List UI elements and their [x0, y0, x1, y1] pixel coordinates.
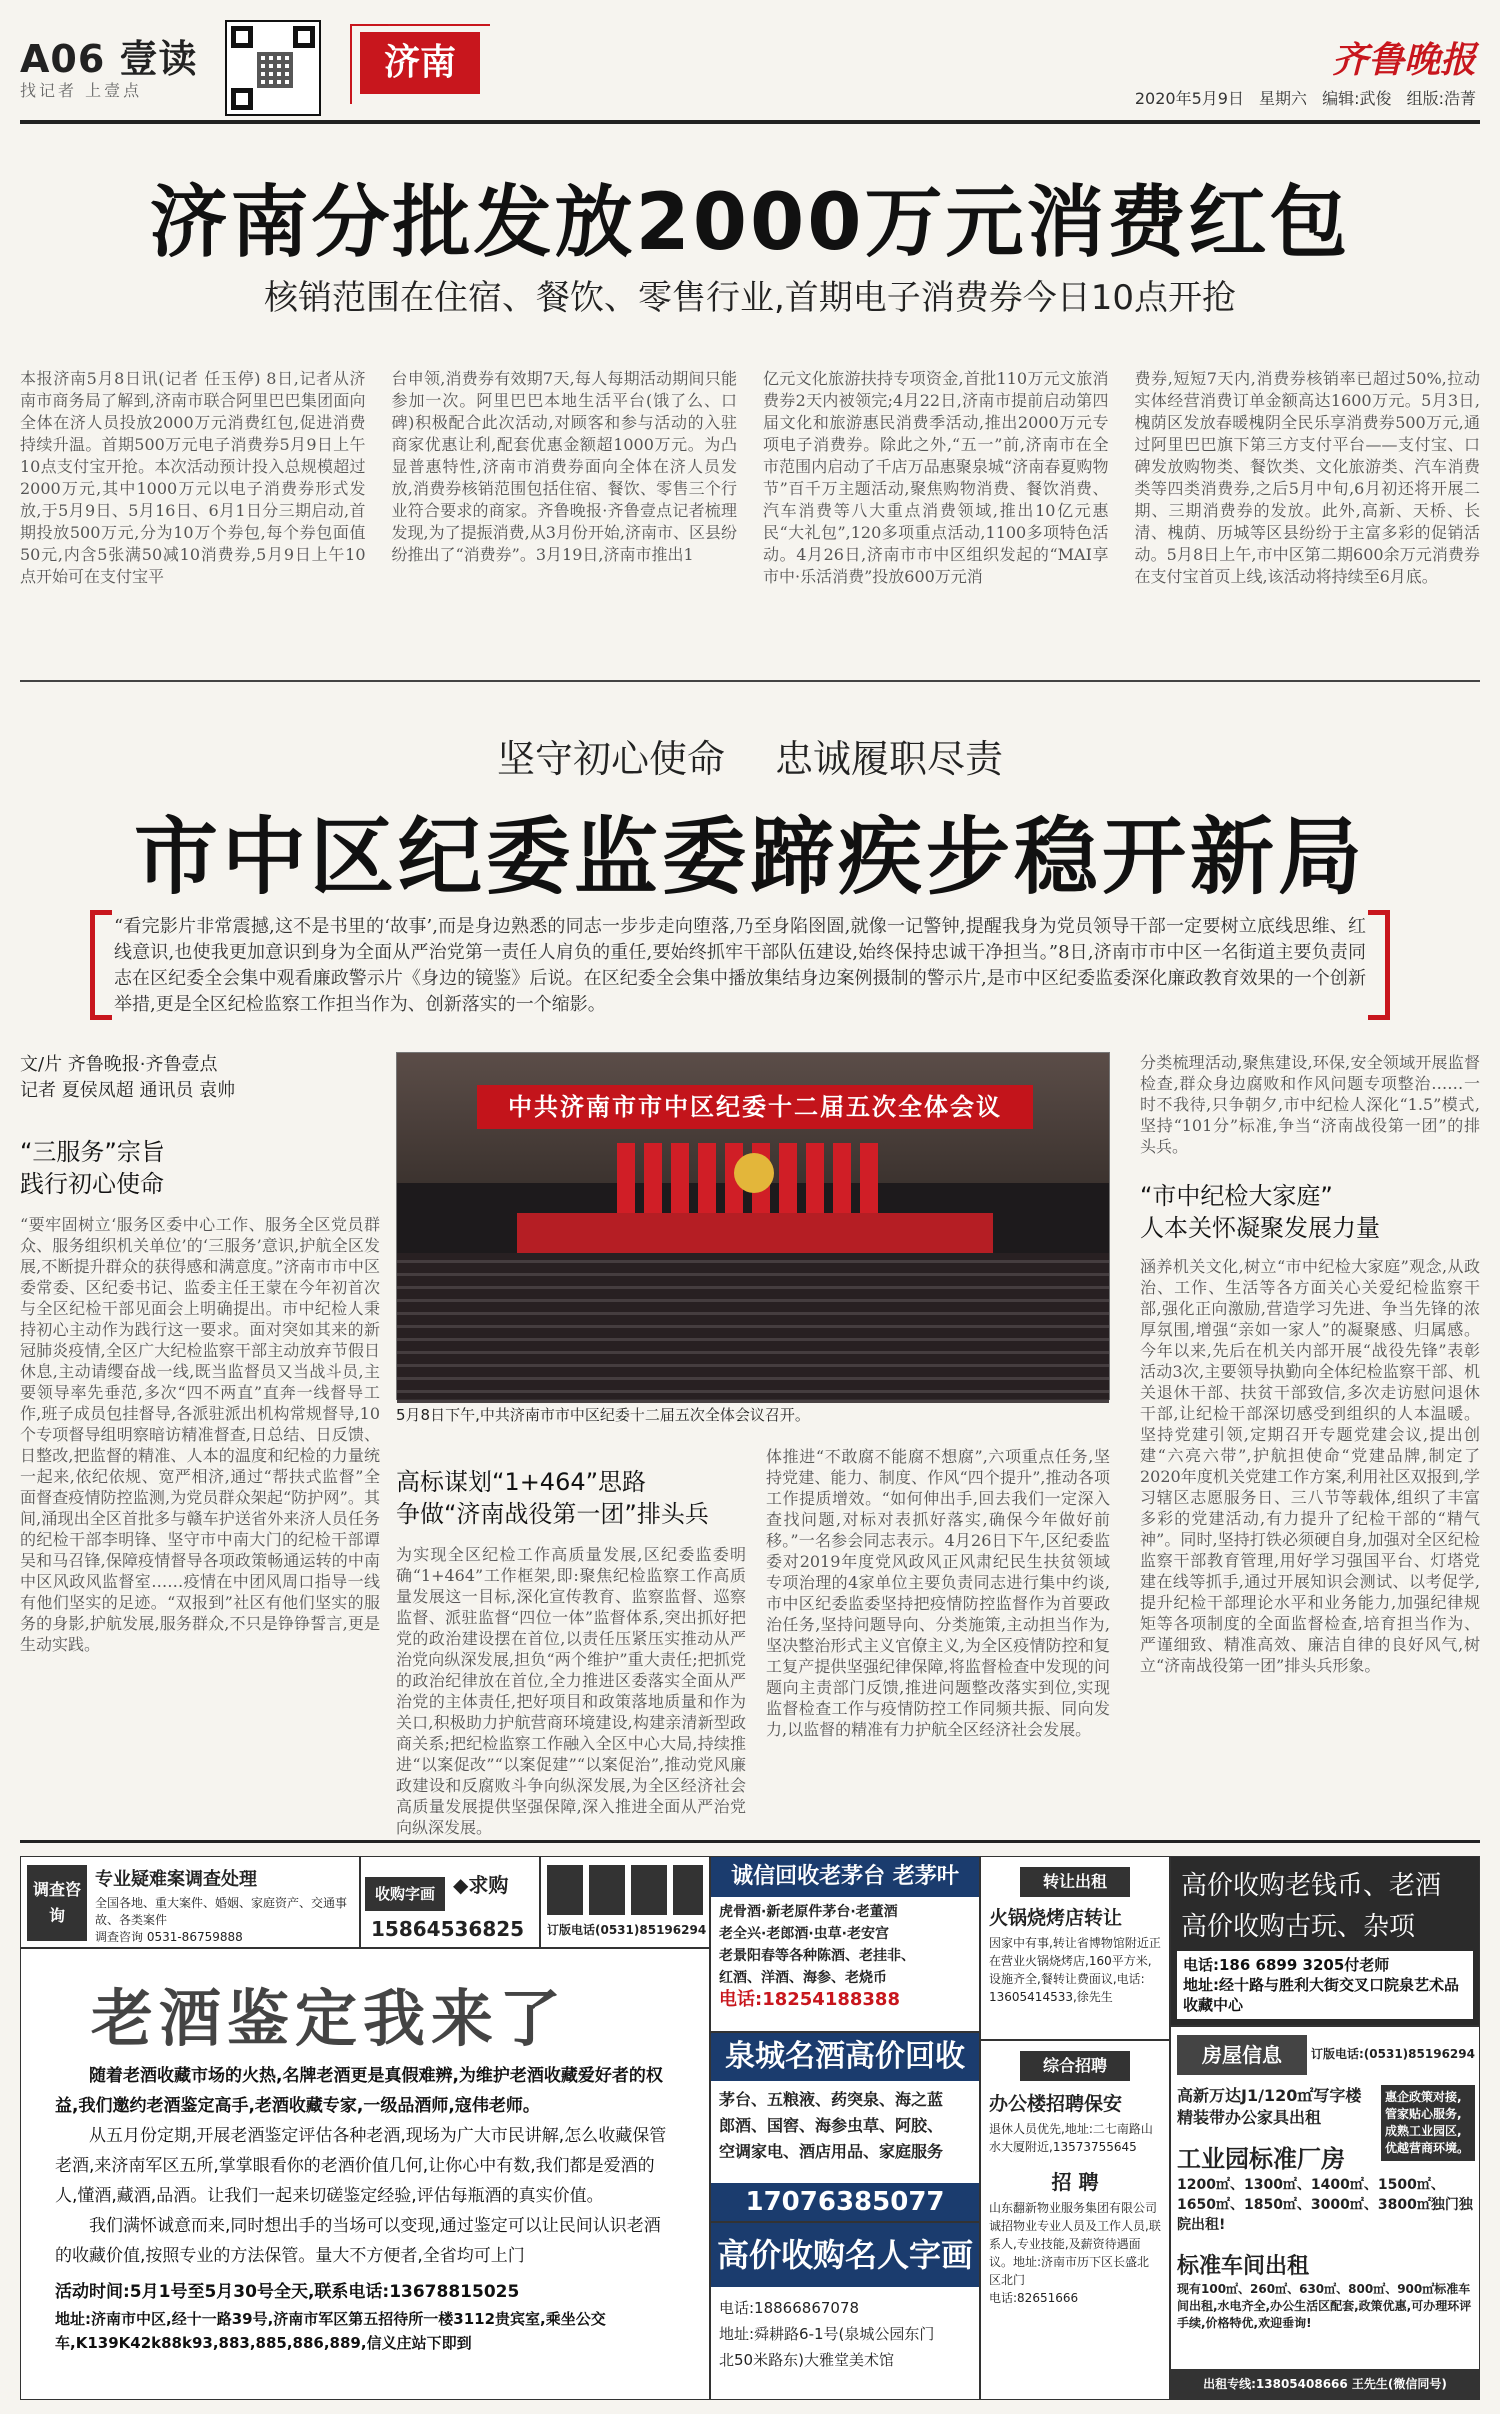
ad-subtitle: 高价收购古玩、杂项	[1181, 1912, 1416, 1942]
ad-title: ◆求购	[453, 1873, 509, 1897]
ad-lines: 电话:186 6899 3205付老师 地址:经十路与胜利大街交叉口院泉艺术品收藏中心	[1177, 1951, 1473, 2019]
ad-lines: 电话:18866867078 地址:舜耕路6-1号(泉城公园东门 北50米路东)大雅堂美术馆	[719, 2299, 935, 2369]
lead-bracket-left	[90, 910, 112, 1020]
party-emblem-icon	[734, 1153, 774, 1193]
ad-coins-antiques[interactable]	[1170, 1856, 1480, 2026]
story2-headline: 市中区纪委监委蹄疾步稳开新局	[133, 808, 1366, 906]
ads-divider	[20, 1840, 1480, 1843]
story1-subheadline: 核销范围在住宿、餐饮、零售行业,首期电子消费券今日10点开抢	[263, 278, 1237, 318]
ad-old-liquor[interactable]	[20, 1948, 710, 2400]
ad-title: 办公楼招聘保安	[989, 2093, 1123, 2115]
column-name: 壹读	[119, 37, 198, 81]
ad-moutai-recycle[interactable]	[710, 1856, 980, 2032]
lead-text: “看完影片非常震撼,这不是书里的‘故事’,而是身边熟悉的同志一步步走向堕落,乃至身陷囹圄,就像一记警钟,提醒我身为党员领导干部一定要树立底线思维、红线意识,也使我更加意识到身为全面从严治党第一责任人肩负的重任,要始终抓牢干部队伍建设,始终保持忠诚干净担当。”8日,济南市市中区一名街道主要负责同志在区纪委全会集中观看廉政警示片《身边的镜鉴》后说。在区纪委全会集中播放集结身边案例摄制的警示片,是市中区纪委监委深化廉政教育效果的一个创新举措,更是全区纪检监察工作担当作为、创新落实的一个缩影。	[114, 916, 1366, 1015]
article-text-4: 分类梳理活动,聚焦建设,环保,安全领域开展监督检查,群众身边腐败和作风问题专项整治……一时不我待,只争朝夕,市中纪检人深化“1.5”模式,坚持“101分”标准,争当“济南战役第一团”的排头兵。	[1140, 1053, 1480, 1156]
ad-recruitment[interactable]	[980, 2040, 1170, 2400]
ad-tag: 综合招聘	[1020, 2051, 1130, 2081]
ad-lines: 退休人员优先,地址:二七南路山水大厦附近,13573755645	[989, 2122, 1153, 2154]
story-divider	[20, 680, 1480, 682]
header-slogan: 找记者 上壹点	[20, 81, 143, 100]
story1-headline: 济南分批发放2000万元消费红包	[149, 178, 1351, 268]
ad-lines: 茅台、五粮液、药突泉、海之蓝 郎酒、国窖、海参虫草、阿胶、 空调家电、酒店用品、家庭服务	[719, 2090, 944, 2161]
article-text-3: 体推进“不敢腐不能腐不想腐”,六项重点任务,坚持党建、能力、制度、作风“四个提升”,推动各项工作提质增效。“如何伸出手,回去我们一定深入查找问题,对标对表抓好落实,确保今年做好前移。”一名参会同志表示。4月26日下午,区纪委监委对2019年度党风政风正风肃纪民生扶贫领域专项治理的4家单位主要负责同志进行集中约谈,市中区纪委监委坚持把疫情防控监督作为首要政治任务,坚持问题导向、分类施策,主动担当作为,坚决整治形式主义官僚主义,为全区疫情防控和复工复产提供坚强纪律保障,将监督检查中发现的问题向主责部门反馈,推进问题整改落实到位,实现监督检查工作与疫情防控工作同频共振、同向发力,以监督的精准有力护航全区经济社会发展。	[766, 1447, 1110, 1739]
byline	[20, 1052, 380, 1104]
ad-lines-2: 山东翻新物业服务集团有限公司诚招物业专业人员及工作人员,联系人,专业技能,及薪资待遇面议。地址:济南市历下区长盛北区北门 电话:82651666	[989, 2201, 1161, 2305]
ad-title-2: 招 聘	[1051, 2170, 1099, 2194]
ad-factory-text: 1200㎡、1300㎡、1400㎡、1500㎡、1650㎡、1850㎡、3000㎡、3800㎡独门独院出租!	[1177, 2177, 1473, 2233]
story2-lead	[90, 910, 1390, 1020]
story1-col-1: 本报济南5月8日讯(记者 任玉停) 8日,记者从济南市商务局了解到,济南市联合阿里巴巴集团面向全体在济人员投放2000万元消费红包,促进消费持续升温。首期500万元电子消费券5月9日上午10点支付宝开抢。本次活动预计投入总规模超过2000万元,其中1000万元以电子消费券形式发放,于5月9日、5月16日、6月1日分三期启动,首期投放500万元,分为10万个券包,每个券包面值50元,内含5张满50减10消费券,5月9日上午10点开始可在支付宝平	[20, 369, 366, 586]
ad-tag: 转让出租	[1020, 1867, 1130, 1897]
article-text-1: “要牢固树立‘服务区委中心工作、服务全区党员群众、服务组织机关单位’的‘三服务’意识,护航全区发展,不断提升群众的获得感和满意度。”济南市市中区委常委、区纪委书记、监委主任王蒙在今年初首次与全区纪检干部见面会上明确提出。市中纪检人秉持初心主动作为践行这一要求。面对突如其来的新冠肺炎疫情,全区广大纪检监察干部主动放弃节假日休息,主动请缨奋战一线,既当监督员又当战斗员,主要领导率先垂范,多次“四不两直”直奔一线督导工作,班子成员包挂督导,各派驻派出机构常规督导,10个专项督导组明察暗访精准督查,日总结、日反馈、日整改,把监督的精准、人本的温度和纪检的力量统一起来,依纪依规、宽严相济,通过“帮扶式监督”全面督查疫情防控监测,为党员群众架起“防护网”。其间,涌现出全区首批多与赣车护送省外来济人员任务的纪检干部李明锋、坚守市中南大门的纪检干部谭吴和马召锋,保障疫情督导各项政策畅通运转的中南中区风政风监督室……疫情在中团风周口指导一线有他们坚实的足迹。“双报到”社区有他们坚实的服务的身影,护航发展,服务群众,不只是铮铮誓言,更是生动实践。	[20, 1215, 380, 1654]
ad-liquor-title: 老酒鉴定我来了	[91, 1982, 568, 2055]
subhead-2: 高标谋划“1+464”思路 争做“济南战役第一团”排头兵	[396, 1468, 709, 1528]
ad-office: 高新万达J1/120㎡写字楼 精装带办公家具出租	[1177, 2086, 1362, 2127]
ad-investigation[interactable]	[20, 1856, 360, 1948]
ad-lines: 全国各地、重大案件、婚姻、家庭资产、交通事故、各类案件 调查咨询 0531-86759888	[95, 1896, 348, 1944]
ad-lines: 虎骨酒·新老原件茅台·老董酒 老全兴·老郎酒·虫草·老安宫 老景阳春等各种陈酒、老挂非、 红酒、洋酒、海参、老烧币 电话:18254188388	[719, 1904, 915, 2010]
ad-title: 诚信回收老茅台 老茅叶	[711, 1857, 979, 1897]
story1-col-4: 费券,短短7天内,消费券核销率已超过50%,拉动实体经营消费订单金额高达1600万元。5月3日,槐荫区发放春暖槐阴全民乐享消费券500万元,通过阿里巴巴旗下第三方支付平台——支付宝、口碑发放购物类、餐饮类、文化旅游类、汽车消费类等四类消费券,之后5月中旬,6月初还将开展二期、三期消费券的发放。此外,高新、天桥、长清、槐荫、历城等区县纷纷于主富多彩的促销活动。5月8日上午,市中区第二期600余万元消费券在支付宝首页上线,该活动将持续至6月底。	[1134, 369, 1480, 586]
photo-audience	[397, 1253, 1109, 1403]
ad-tag: 调查咨询	[27, 1865, 87, 1941]
ad-note: 订版电话:(0531)85196294	[1311, 2047, 1475, 2061]
byline-line-2: 记者 夏侯凤超 通讯员 袁帅	[20, 1080, 236, 1101]
subhead-1: “三服务”宗旨 践行初心使命	[20, 1138, 165, 1198]
page-number: A06 壹读	[20, 37, 198, 81]
page-header	[20, 20, 1480, 140]
ad-side: 惠企政策对接,管家贴心服务,成熟工业园区,优越营商环境。	[1381, 2085, 1475, 2161]
photo-banner: 中共济南市市中区纪委十二届五次全体会议	[477, 1085, 1033, 1129]
ad-tag: 收购字画	[365, 1877, 445, 1911]
ad-factory-title: 工业园标准厂房	[1177, 2145, 1345, 2173]
byline-line-1: 文/片 齐鲁晚报·齐鲁壹点	[20, 1054, 218, 1075]
ad-phone: 17076385077	[711, 2183, 979, 2221]
newspaper-logo: 齐鲁晚报	[1331, 39, 1476, 81]
ad-title: 火锅烧烤店转让	[989, 1907, 1123, 1929]
section-tag: 济南	[360, 32, 480, 94]
header-rule	[20, 120, 1480, 124]
ad-title: 高价收购名人字画	[711, 2223, 979, 2287]
ad-liquor-body: 随着老酒收藏市场的火热,名牌老酒更是真假难辨,为维护老酒收藏爱好者的权益,我们邀约老酒鉴定高手,老酒收藏专家,一级品酒师,寇伟老师。 从五月份定期,开展老酒鉴定评估各种老酒,现场为广大市民讲解,怎么收藏保管老酒,来济南军区五所,掌掌眼看你的老酒价值几何,让你心中有数,我们都是爱酒的人,懂酒,藏酒,品酒。让我们一起来切磋鉴定经验,评估每瓶酒的真实价值。 我们满怀诚意而来,同时想出手的当场可以变现,通过鉴定可以让民间认识老酒的收藏价值,按照专业的方法保管。量大不方便者,全省均可上门 活动时间:5月1号至5月30号全天,联系电话:13678815025 地址:济南市中区,经十一路39号,济南市军区第五招待所一楼3112贵宾室,乘坐公交车,K139K42k88k93,883,885,886,889,信义庄站下即到	[55, 2066, 667, 2352]
ad-property[interactable]	[1170, 2026, 1480, 2400]
article-text-2: 为实现全区纪检工作高质量发展,区纪委监委明确“1+464”工作框架,即:聚焦纪检监察工作高质量发展这一目标,深化宣传教育、监察监督、巡察监督、派驻监督“四位一体”监督体系,突出抓好把党的政治建设摆在首位,以责任压紧压实推动从严治党向纵深发展,担负“两个维护”重大责任;把抓党的政治纪律放在首位,全力推进区委落实全面从严治党的主体责任,把好项目和政策落地质量和作为关口,积极助力护航营商环境建设,构建亲清新型政商关系;把纪检监察工作融入全区中心大局,持续推进“以案促改”“以案促建”“以案促治”,推动党风廉政建设和反腐败斗争向纵深发展,为全区经济社会高质量发展提供坚强保障,深入推进全面从严治党向纵深发展。	[396, 1545, 746, 1837]
ad-title: 泉城名酒高价回收	[711, 2033, 979, 2081]
ad-shop-transfer[interactable]	[980, 1856, 1170, 2040]
lead-bracket-right	[1368, 910, 1390, 1020]
article-text-5: 涵养机关文化,树立“市中纪检大家庭”观念,从政治、工作、生活等各方面关心关爱纪检监察干部,强化正向激励,营造学习先进、争当先锋的浓厚氛围,增强“亲如一家人”的凝聚感、归属感。今年以来,先后在机关内部开展“战役先锋”表彰活动3次,主要领导执勤向全体纪检监察干部、机关退休干部、扶贫干部致信,多次走访慰问退休干部,让纪检干部深切感受到组织的人本温暖。坚持党建引领,定期召开专题党建会议,提出创建“六亮六带”,护航担使命“党建品牌,制定了2020年度机关党建工作方案,利用社区双报到,学习辖区志愿服务日、三八节等载体,组织了丰富多彩的党建活动,有力提升了纪检干部的“精气神”。同时,坚持打铁必须硬自身,加强对全区纪检监察干部教育管理,用好学习强国平台、灯塔党建在线等抓手,通过开展知识会测试、以考促学,提升纪检干部理论水平和业务能力,加强纪律规矩等各项制度的全面监督检查,培育担当作为、严谨细致、精准高效、廉洁自律的良好风气,树立“济南战役第一团”排头兵形象。	[1140, 1257, 1480, 1675]
story2-kicker: 坚守初心使命 忠诚履职尽责	[496, 737, 1004, 781]
ad-calligraphy-buy[interactable]	[710, 2222, 980, 2400]
photo-stage	[517, 1213, 993, 1253]
meeting-photo[interactable]	[396, 1052, 1110, 1400]
qr-code-icon[interactable]	[225, 20, 321, 116]
ad-phone: 出租专线:13805408666 王先生(微信同号)	[1171, 2369, 1479, 2399]
ad-order-line[interactable]	[540, 1856, 710, 1948]
ad-phone: 15864536825	[371, 1917, 525, 1941]
ad-title: 专业疑难案调查处理	[95, 1869, 257, 1890]
ad-workshop-text: 现有100㎡、260㎡、630㎡、800㎡、900㎡标准车间出租,水电齐全,办公生活区配套,政策优惠,可办理环评手续,价格特优,欢迎垂询!	[1177, 2282, 1472, 2330]
ad-title: 高价收购老钱币、老酒	[1181, 1871, 1442, 1901]
ad-calligraphy[interactable]	[360, 1856, 540, 1948]
subhead-3: “市中纪检大家庭” 人本关怀凝聚发展力量	[1140, 1182, 1380, 1242]
ad-lines: 因家中有事,转让省博物馆附近正在营业火锅烧烤店,160平方米,设施齐全,餐转让费面议,电话: 13605414533,徐先生	[989, 1936, 1161, 2004]
ad-logos	[547, 1865, 703, 1915]
story1-col-2: 台申领,消费券有效期7天,每人每期活动期间只能参加一次。阿里巴巴本地生活平台(饿了么、口碑)积极配合此次活动,对顾客和参与活动的入驻商家优惠让利,配套优惠金额超1000万元。为凸显普惠特性,济南市消费券面向全体在济人员发放,消费券核销范围包括住宿、餐饮、零售三个行业符合要求的商家。齐鲁晚报·齐鲁壹点记者梳理发现,为了提振消费,从3月份开始,济南市、区县纷纷推出了“消费券”。3月19日,济南市推出1	[391, 369, 737, 564]
ad-note: 订版电话(0531)85196294	[547, 1923, 707, 1937]
ad-tag: 房屋信息	[1177, 2035, 1307, 2075]
photo-caption: 5月8日下午,中共济南市市中区纪委十二届五次全体会议召开。	[396, 1406, 810, 1424]
ad-workshop-title: 标准车间出租	[1177, 2254, 1310, 2279]
story1-col-3: 亿元文化旅游扶持专项资金,首批110万元文旅消费券2天内被领完;4月22日,济南市提前启动第四届文化和旅游惠民消费季活动,推出2000万元专项电子消费券。除此之外,“五一”前,济南市在全市范围内启动了千店万品惠聚泉城“济南春夏购物节”百千万主题活动,聚焦购物消费、餐饮消费、汽车消费等八大重点消费领域,推出10亿元惠民“大礼包”,120多项重点活动,1100多项特色活动。4月26日,济南市市中区组织发起的“MAI享市中·乐活消费”投放600万元消	[763, 369, 1109, 586]
story1-body	[20, 368, 1480, 658]
date-line: 2020年5月9日 星期六 编辑:武俊 组版:浩菁	[1134, 89, 1476, 108]
ad-famous-liquor[interactable]	[710, 2032, 980, 2222]
